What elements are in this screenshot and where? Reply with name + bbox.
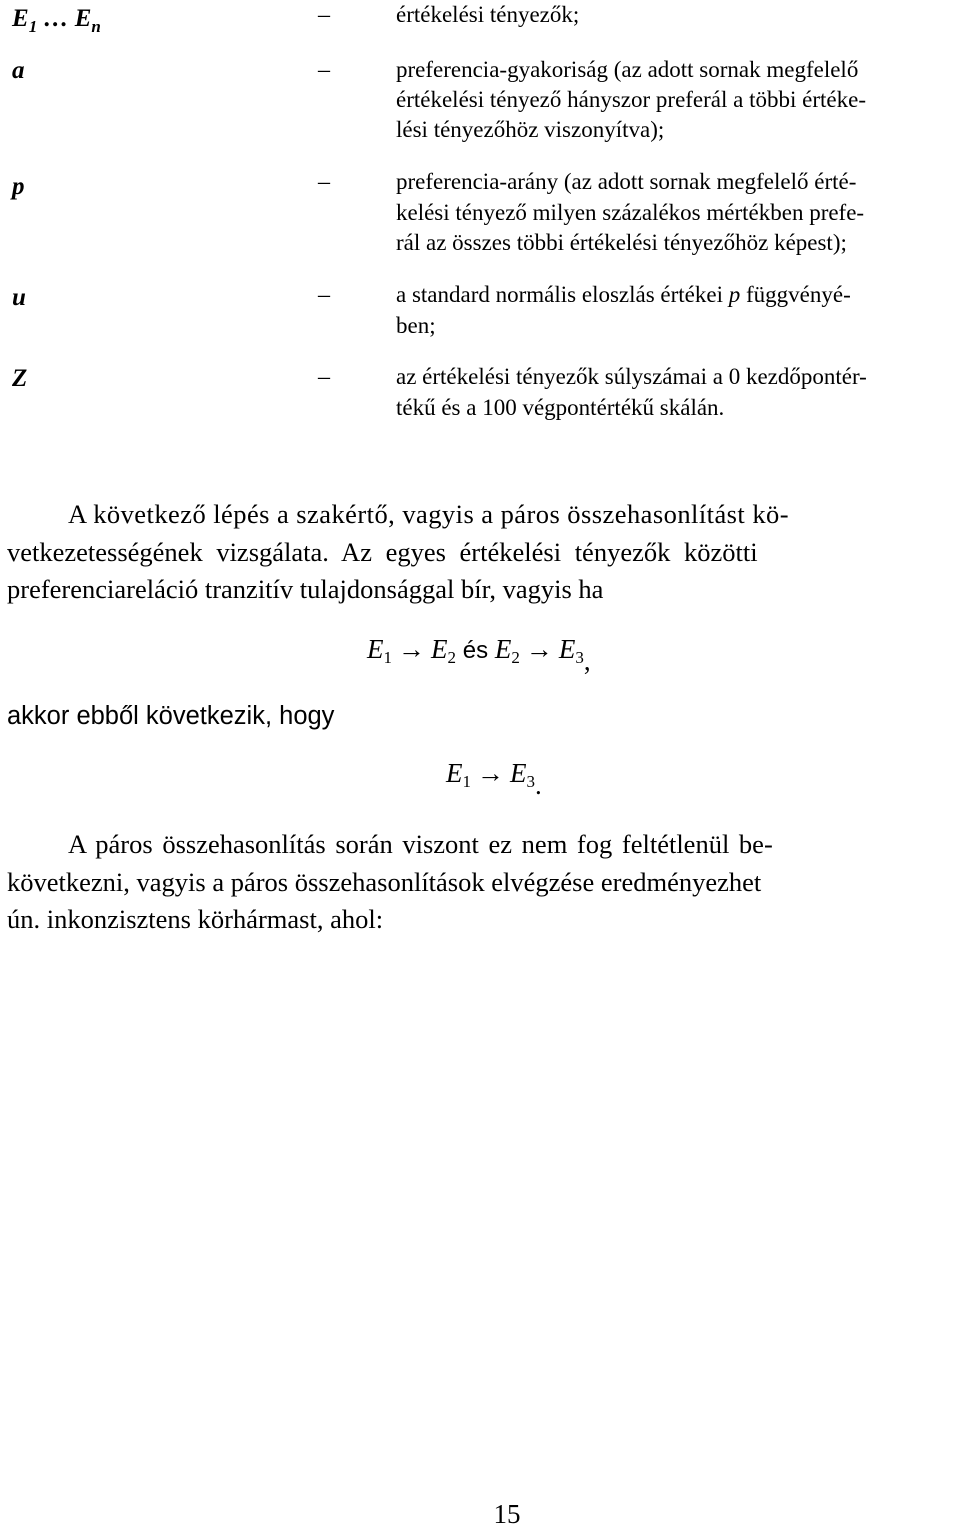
definition-dash: – (318, 57, 330, 83)
paragraph-line: A következő lépés a szakértő, vagyis a páros összehasonlítást kö- (68, 499, 789, 529)
definition-text: preferencia-arány (az adott sornak megfelelő érté- (396, 169, 857, 194)
definition-symbol-e-range: $E_1$ … $E_n$ (12, 5, 101, 36)
definition-text: tékű és a 100 végpontértékű skálán. (396, 395, 725, 420)
equation-transitivity-premise: $E_1 \to E_2$ és $E_2 \to E_3$, (367, 634, 591, 676)
definition-dash: – (318, 364, 330, 390)
then-text: akkor ebből következik, hogy (7, 702, 335, 730)
definition-symbol-p: p (12, 173, 25, 200)
definition-dash: – (318, 169, 330, 195)
definition-text: lési tényezőhöz viszonyítva); (396, 117, 665, 142)
definition-symbol-a: a (12, 57, 25, 84)
definition-symbol-z: Z (12, 365, 28, 392)
definition-text: az értékelési tényezők súlyszámai a 0 kezdőpontér- (396, 364, 867, 389)
definition-text: rál az összes többi értékelési tényezőhöz képest); (396, 230, 847, 255)
definition-dash: – (318, 282, 330, 308)
definition-symbol-u: u (12, 284, 26, 311)
definition-dash: – (318, 2, 330, 28)
definition-text: preferencia-gyakoriság (az adott sornak megfelelő (396, 57, 859, 82)
definition-text: értékelési tényező hányszor preferál a többi értéke- (396, 87, 866, 112)
equation-transitivity-conclusion: $E_1 \to E_3$. (446, 758, 542, 800)
paragraph-line: ún. inkonzisztens körhármast, ahol: (7, 904, 384, 934)
page-number: 15 (493, 1499, 521, 1529)
paragraph-line: preferenciareláció tranzitív tulajdonsággal bír, vagyis ha (7, 574, 604, 604)
definition-text: ben; (396, 313, 436, 338)
paragraph-line: következni, vagyis a páros összehasonlítások elvégzése eredményezhet (7, 867, 762, 897)
paragraph-line: vetkezetességének vizsgálata. Az egyes értékelési tényezők közötti (7, 537, 758, 567)
definition-text: kelési tényező milyen százalékos mértékben prefe- (396, 200, 865, 225)
definition-text: értékelési tényezők; (396, 2, 580, 27)
paragraph-line: A páros összehasonlítás során viszont ez nem fog feltétlenül be- (68, 829, 773, 859)
definition-text: a standard normális eloszlás értékei p függvényé- (396, 282, 851, 307)
